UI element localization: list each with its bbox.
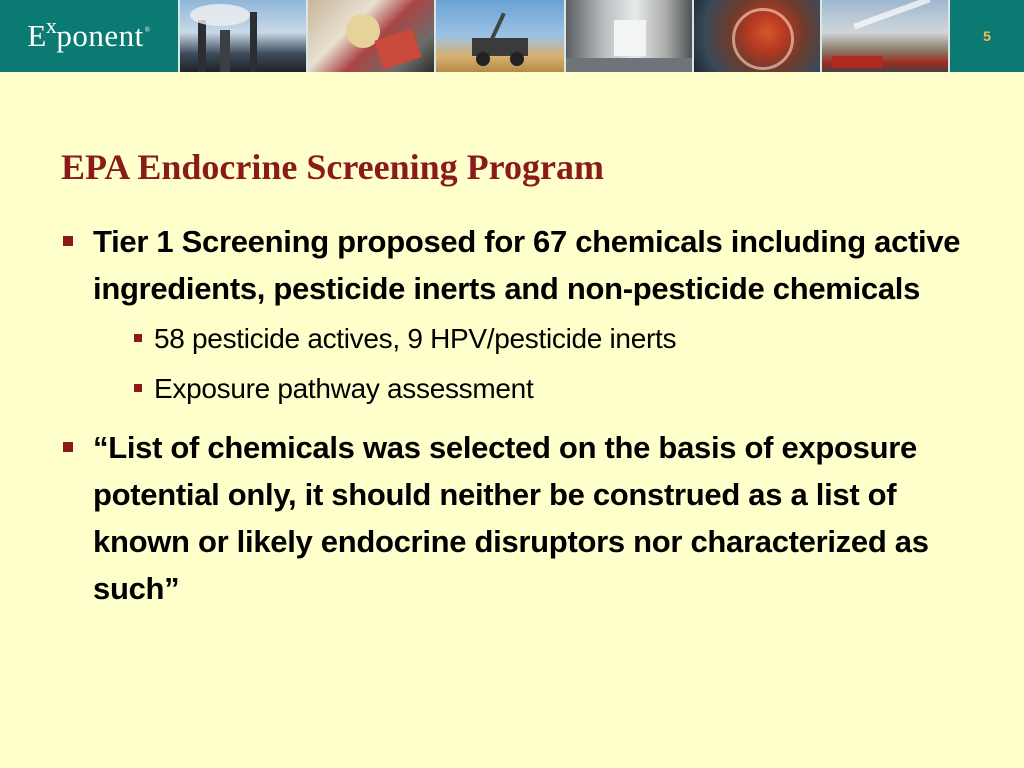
sub-bullet-1-text: 58 pesticide actives, 9 HPV/pesticide inerts <box>154 323 677 354</box>
bullet-marker <box>63 236 73 246</box>
bullet-1 <box>60 218 980 312</box>
logo-letter-e: E <box>27 18 47 53</box>
sub-bullet-marker <box>134 334 142 342</box>
logo-superscript-x: x <box>45 13 58 38</box>
bullet-1-text: Tier 1 Screening proposed for 67 chemicals including active ingredients, pesticide inerts and non-pesticide chemicals <box>93 224 961 306</box>
header-banner <box>0 0 1024 72</box>
sub-bullet-1 <box>132 314 980 364</box>
petri-dish-photo <box>692 0 820 72</box>
industrial-smokestacks-photo <box>178 0 306 72</box>
crash-test-dummy-photo <box>306 0 434 72</box>
bullet-2-text: “List of chemicals was selected on the basis of exposure potential only, it should neither be construed as a list of known or likely endocrine disruptors nor characterized as such” <box>93 430 929 606</box>
slide-body <box>60 218 980 612</box>
robotic-rover-photo <box>434 0 564 72</box>
sub-bullet-2-text: Exposure pathway assessment <box>154 373 534 404</box>
page-number: 5 <box>983 28 991 44</box>
sub-bullet-2 <box>132 364 980 414</box>
slide-title: EPA Endocrine Screening Program <box>61 147 604 187</box>
tunnel-photo <box>564 0 692 72</box>
logo-trademark: ® <box>144 26 151 34</box>
fire-hose-photo <box>820 0 950 72</box>
logo-wordmark: ponent <box>56 18 144 53</box>
bullet-marker <box>63 442 73 452</box>
exponent-logo <box>0 0 178 72</box>
sub-bullet-marker <box>134 384 142 392</box>
bullet-2 <box>60 424 980 612</box>
